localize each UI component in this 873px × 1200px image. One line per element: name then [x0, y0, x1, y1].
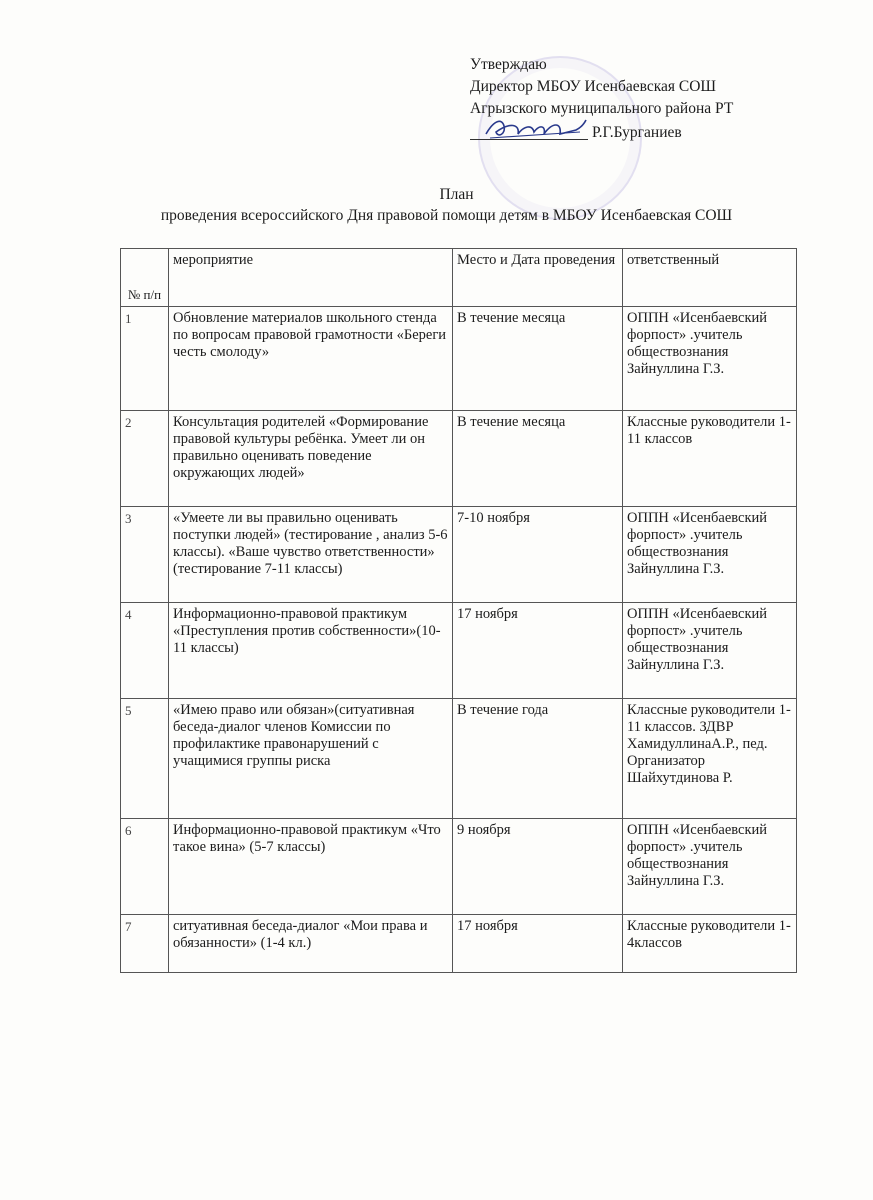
- table-header-row: [121, 249, 797, 307]
- row-event: «Имею право или обязан»(ситуативная беседа-диалог членов Комиссии по профилактике правонарушений с учащимися группы риска: [169, 699, 453, 819]
- row-number: 3: [121, 507, 169, 603]
- row-responsible: ОППН «Исенбаевский форпост» .учитель обществознания Зайнуллина Г.З.: [623, 819, 797, 915]
- row-number: 6: [121, 819, 169, 915]
- row-responsible: ОППН «Исенбаевский форпост» .учитель обществознания Зайнуллина Г.З.: [623, 507, 797, 603]
- row-place-date: 7-10 ноября: [453, 507, 623, 603]
- approval-district: Агрызского муниципального района РТ: [470, 100, 734, 117]
- row-place-date: 17 ноября: [453, 915, 623, 973]
- approval-heading: Утверждаю: [470, 56, 547, 73]
- row-responsible: ОППН «Исенбаевский форпост» .учитель обществознания Зайнуллина Г.З.: [623, 307, 797, 411]
- header-place-date: Место и Дата проведения: [453, 249, 623, 307]
- header-event: мероприятие: [169, 249, 453, 307]
- row-event: Информационно-правовой практикум «Что такое вина» (5-7 классы): [169, 819, 453, 915]
- row-event: Информационно-правовой практикум «Преступления против собственности»(10-11 классы): [169, 603, 453, 699]
- approval-position: Директор МБОУ Исенбаевская СОШ: [470, 78, 717, 95]
- approval-block: [470, 54, 810, 144]
- table-row: [121, 603, 797, 699]
- signature-line: [470, 120, 810, 144]
- header-number: № п/п: [121, 249, 169, 307]
- row-event: Консультация родителей «Формирование правовой культуры ребёнка. Умеет ли он правильно оценивать поведение окружающих людей»: [169, 411, 453, 507]
- row-number: 1: [121, 307, 169, 411]
- table-row: [121, 507, 797, 603]
- table-row: [121, 915, 797, 973]
- row-event: «Умеете ли вы правильно оценивать поступки людей» (тестирование , анализ 5-6 классы). «Ваше чувство ответственности» (тестирование 7-11 классы): [169, 507, 453, 603]
- row-responsible: Классные руководители 1-4классов: [623, 915, 797, 973]
- row-place-date: В течение года: [453, 699, 623, 819]
- row-place-date: 17 ноября: [453, 603, 623, 699]
- header-responsible: ответственный: [623, 249, 797, 307]
- row-place-date: 9 ноября: [453, 819, 623, 915]
- row-responsible: Классные руководители 1-11 классов: [623, 411, 797, 507]
- table-row: [121, 819, 797, 915]
- table-row: [121, 307, 797, 411]
- events-table: [120, 248, 797, 973]
- row-number: 4: [121, 603, 169, 699]
- row-event: ситуативная беседа-диалог «Мои права и обязанности» (1-4 кл.): [169, 915, 453, 973]
- table-row: [121, 411, 797, 507]
- row-event: Обновление материалов школьного стенда по вопросам правовой грамотности «Береги честь смолоду»: [169, 307, 453, 411]
- row-place-date: В течение месяца: [453, 307, 623, 411]
- document-title: План: [439, 186, 474, 203]
- handwritten-signature: [480, 112, 590, 146]
- document-subtitle: проведения всероссийского Дня правовой помощи детям в МБОУ Исенбаевская СОШ: [160, 207, 733, 224]
- row-number: 2: [121, 411, 169, 507]
- table-row: [121, 699, 797, 819]
- row-number: 5: [121, 699, 169, 819]
- signature-underline: [470, 139, 588, 140]
- row-number: 7: [121, 915, 169, 973]
- row-responsible: Классные руководители 1-11 классов. ЗДВР ХамидуллинаА.Р., пед. Организатор Шайхутдинова Р.: [623, 699, 797, 819]
- row-responsible: ОППН «Исенбаевский форпост» .учитель обществознания Зайнуллина Г.З.: [623, 603, 797, 699]
- signer-name: Р.Г.Бурганиев: [592, 124, 682, 141]
- row-place-date: В течение месяца: [453, 411, 623, 507]
